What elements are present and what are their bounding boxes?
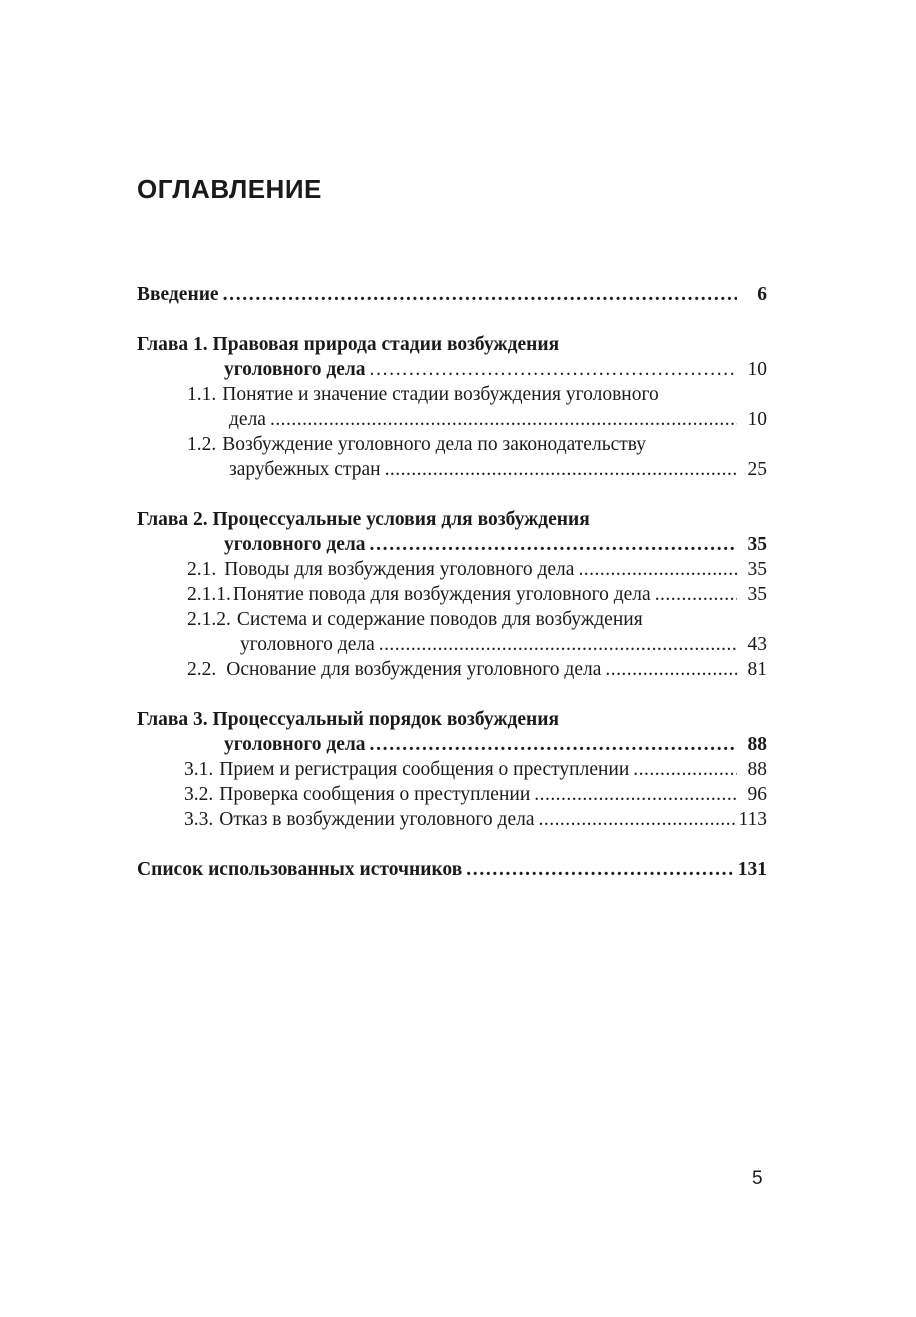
- toc-section-3-2[interactable]: [137, 782, 767, 807]
- dot-leader: [379, 632, 737, 657]
- toc-section-3-3[interactable]: [137, 807, 767, 832]
- toc-page-number: 96: [747, 784, 767, 805]
- dot-leader: [370, 532, 737, 557]
- toc-section-2-2[interactable]: [137, 657, 767, 682]
- toc-entry-title: уголовного дела: [224, 359, 366, 380]
- dot-leader: [578, 557, 737, 582]
- toc-section-1-2-heading[interactable]: [137, 432, 767, 457]
- toc-section-2-1-2[interactable]: [137, 632, 767, 657]
- toc-entry-title: Введение: [137, 284, 219, 305]
- toc-page-number: 35: [747, 584, 767, 605]
- toc-entry-intro[interactable]: [137, 282, 767, 307]
- toc-section-3-1[interactable]: [137, 757, 767, 782]
- toc-entry-title: уголовного дела: [240, 634, 375, 655]
- toc-section-1-1[interactable]: [137, 407, 767, 432]
- toc-section-number: 3.2.: [184, 784, 214, 805]
- toc-entry-title: уголовного дела: [224, 534, 366, 555]
- toc-page-number: 35: [747, 559, 767, 580]
- toc-entry-title: Глава 1. Правовая природа стадии возбуждения: [137, 334, 560, 355]
- toc-section-1-2[interactable]: [137, 457, 767, 482]
- toc-entry-title: Поводы для возбуждения уголовного дела: [224, 559, 575, 580]
- toc-entry-title: Понятие повода для возбуждения уголовного дела: [232, 584, 651, 605]
- toc-chapter-2-heading[interactable]: [137, 507, 767, 532]
- toc-entry-title: дела: [229, 409, 266, 430]
- toc-section-2-1-1[interactable]: [137, 582, 767, 607]
- toc-page-number: 10: [747, 359, 767, 380]
- page-title: ОГЛАВЛЕНИЕ: [137, 174, 322, 204]
- toc-chapter-2[interactable]: [137, 532, 767, 557]
- toc-chapter-1-heading[interactable]: [137, 332, 767, 357]
- toc-page-number: 81: [747, 659, 767, 680]
- toc-section-number: 3.3.: [184, 809, 214, 830]
- dot-leader: [655, 582, 737, 607]
- toc-entry-title: зарубежных стран: [229, 459, 381, 480]
- dot-leader: [223, 282, 737, 307]
- dot-leader: [270, 407, 737, 432]
- toc-chapter-3[interactable]: [137, 732, 767, 757]
- toc-entry-title: Возбуждение уголовного дела по законодательству: [222, 434, 647, 455]
- toc-section-number: 1.2.: [187, 434, 217, 455]
- dot-leader: [385, 457, 737, 482]
- dot-leader: [539, 807, 739, 832]
- table-of-contents: [137, 282, 767, 882]
- page-number: 5: [752, 1168, 763, 1189]
- toc-entry-title: Отказ в возбуждении уголовного дела: [219, 809, 535, 830]
- toc-page-number: 35: [747, 534, 767, 555]
- toc-section-number: 2.1.1.: [187, 584, 231, 605]
- toc-chapter-3-heading[interactable]: [137, 707, 767, 732]
- dot-leader: [534, 782, 737, 807]
- toc-entry-sources[interactable]: [137, 857, 767, 882]
- toc-page-number: 6: [757, 284, 767, 305]
- toc-entry-title: Проверка сообщения о преступлении: [219, 784, 531, 805]
- dot-leader: [370, 732, 737, 757]
- dot-leader: [633, 757, 737, 782]
- toc-page-number: 25: [747, 459, 767, 480]
- toc-section-number: 2.2.: [187, 659, 217, 680]
- toc-page-number: 113: [738, 809, 767, 830]
- dot-leader: [605, 657, 737, 682]
- toc-page-number: 88: [747, 734, 767, 755]
- toc-section-number: 2.1.: [187, 559, 217, 580]
- toc-entry-title: Основание для возбуждения уголовного дела: [226, 659, 602, 680]
- toc-chapter-1[interactable]: [137, 357, 767, 382]
- toc-page-number: 10: [747, 409, 767, 430]
- toc-entry-title: Система и содержание поводов для возбуждения: [236, 609, 643, 630]
- toc-page-number: 131: [737, 859, 767, 880]
- toc-section-number: 1.1.: [187, 384, 217, 405]
- toc-entry-title: Понятие и значение стадии возбуждения уголовного: [222, 384, 659, 405]
- toc-section-number: 3.1.: [184, 759, 214, 780]
- toc-entry-title: Глава 3. Процессуальный порядок возбуждения: [137, 709, 560, 730]
- toc-section-number: 2.1.2.: [187, 609, 231, 630]
- toc-section-2-1-2-heading[interactable]: [137, 607, 767, 632]
- toc-page-number: 43: [747, 634, 767, 655]
- toc-entry-title: Глава 2. Процессуальные условия для возбуждения: [137, 509, 590, 530]
- toc-section-2-1[interactable]: [137, 557, 767, 582]
- toc-page-number: 88: [747, 759, 767, 780]
- dot-leader: [466, 857, 734, 882]
- toc-entry-title: Прием и регистрация сообщения о преступлении: [219, 759, 630, 780]
- toc-entry-title: Список использованных источников: [137, 859, 463, 880]
- toc-entry-title: уголовного дела: [224, 734, 366, 755]
- toc-section-1-1-heading[interactable]: [137, 382, 767, 407]
- dot-leader: [370, 357, 737, 382]
